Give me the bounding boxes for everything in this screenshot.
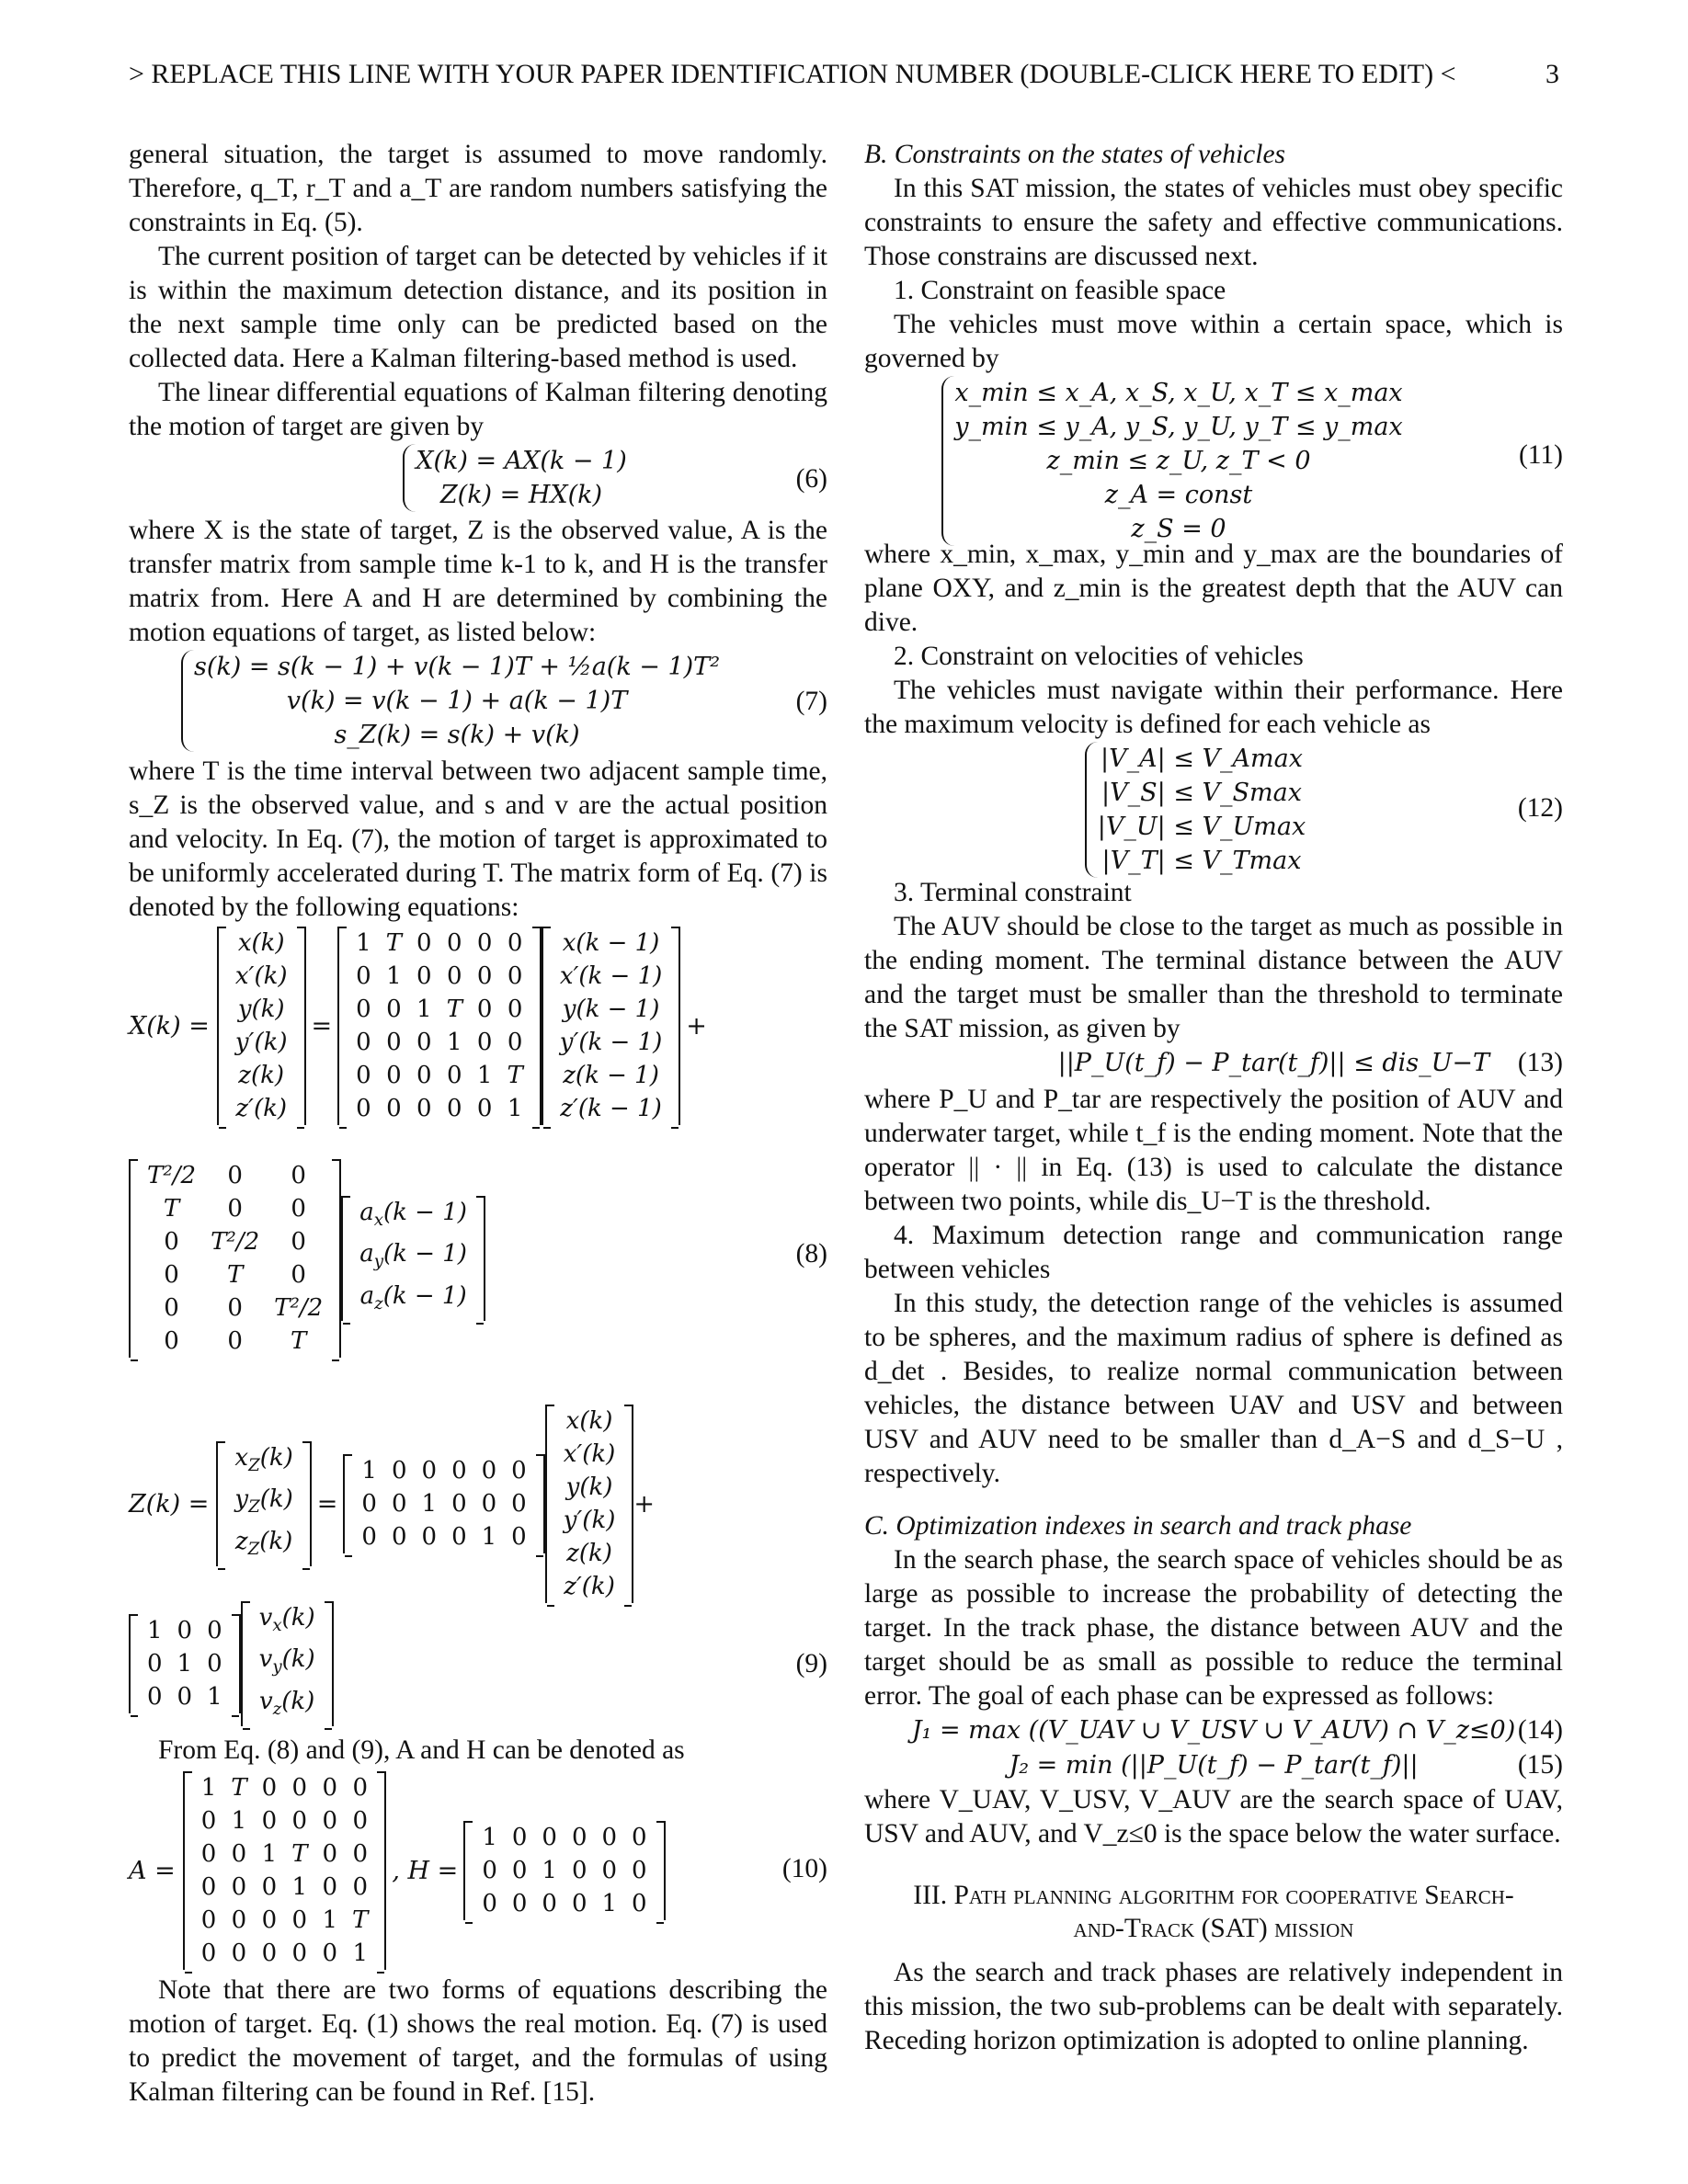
paragraph: general situation, the target is assumed to move randomly. Therefore, q_T, r_T and a_T are random numbers satisfying the constraints in Eq. (5).: [129, 140, 827, 237]
equation-12: [864, 742, 1563, 876]
equation-6: [129, 444, 827, 514]
eq-line: J₂ = min (||P_U(t_f) − P_tar(t_f)||: [1009, 1751, 1419, 1780]
equation-9: Z(k) = $x_Z(k)$ $y_Z(k)$ $z_Z(k)$ = 1 0 0 0 0 0 0 0 1 0 0 0 0 0 0 0 1 0 x(k) x′(k) y(k) y′(k) z(k) z′(k) + 1 0 0 0 1 0 0 0 1 $v_x(k)$ $v_y(k)$ $v_z(k)$ (9): [129, 1403, 827, 1734]
eq-line: z_S = 0: [1131, 515, 1226, 543]
input-matrix: T²/2 0 0 T 0 0 0 T²/2 0 0 T 0 0 0 T²/2 0 0 T: [129, 1159, 341, 1358]
equation-8: X(k) = x(k) x′(k) y(k) y′(k) z(k) z′(k) = 1 T 0 0 0 0 0 1 0 0 0 0 0 0 1 T 0 0 0 0 0 1 0 0 0 0 0 0 1 T 0 0 0 0 0 1 x(k − 1) x′(k − 1) y(k − 1) y′(k − 1) z(k − 1) z′(k − 1) + T²/2 0 0 T 0 0 0 T²/2 0 0 T 0 0 0 T²/2 0 0 T $a_x(k - 1)$ $a_y(k - 1)$ $a_z(k - 1)$ (8): [129, 925, 827, 1403]
paragraph: The current position of target can be detected by vehicles if it is within the maximum detection distance, and its position in the next sample time only can be predicted based on the collected data. Here a Kalman filtering-based method is used.: [129, 242, 827, 373]
paragraph: 4. Maximum detection range and communication range between vehicles: [864, 1221, 1563, 1284]
eq-lhs-A: A =: [129, 1856, 176, 1885]
eq-line: ||P_U(t_f) − P_tar(t_f)|| ≤ dis_U−T: [1057, 1049, 1489, 1077]
paragraph: The vehicles must navigate within their performance. Here the maximum velocity is defined for each vehicle as: [864, 676, 1563, 739]
accel-vector: $a_x(k - 1)$ $a_y(k - 1)$ $a_z(k - 1)$: [341, 1196, 485, 1321]
paragraph: From Eq. (8) and (9), A and H can be denoted as: [158, 1735, 685, 1765]
heading-line: III. Path planning algorithm for cooperative Search-: [913, 1881, 1514, 1910]
eq-lhs-H: , H =: [392, 1856, 459, 1885]
eq-line: |V_U| ≤ V_Umax: [1097, 813, 1306, 841]
equation-number: (11): [1518, 440, 1563, 470]
equation-number: (10): [781, 1854, 827, 1883]
section-heading: B. Constraints on the states of vehicles: [864, 140, 1286, 169]
equation-7: [129, 650, 827, 755]
eq-lhs: Z(k) =: [129, 1489, 210, 1519]
eq-line: |V_A| ≤ V_Amax: [1101, 745, 1303, 773]
equation-number: (15): [1517, 1750, 1563, 1780]
identity-matrix: 1 0 0 0 1 0 0 0 1: [129, 1614, 241, 1713]
paragraph: where X is the state of target, Z is the observed value, A is the transfer matrix from sample time k-1 to k, and H is the transfer matrix from. Here A and H are determined by combining the motion equations of target, as listed below:: [129, 516, 827, 647]
section-heading-III: [864, 1879, 1563, 1945]
equation-number: (9): [795, 1649, 827, 1678]
page-header: [129, 57, 1559, 92]
equation-14: [864, 1713, 1563, 1748]
eq-line: |V_S| ≤ V_Smax: [1101, 779, 1302, 807]
equation-10: [129, 1768, 827, 1974]
eq-line: Z(k) = HX(k): [439, 481, 603, 509]
paragraph: Note that there are two forms of equations describing the motion of target. Eq. (1) shows the real motion. Eq. (7) is used to predict the movement of target, and the formulas of using Kalman filtering can be found in Ref. [15].: [129, 1975, 827, 2107]
paragraph: As the search and track phases are relatively independent in this mission, the two sub-problems can be dealt with separately. Receding horizon optimization is adopted to online planning.: [864, 1958, 1563, 2055]
noise-vector: $v_x(k)$ $v_y(k)$ $v_z(k)$: [241, 1601, 334, 1726]
matrix-A: 1 T 0 0 0 0 0 1 0 0 0 0 0 0 1 T 0 0 0 0 0 1 0 0 0 0 0 0 1 T 0 0 0 0 0 1: [183, 1771, 387, 1970]
paragraph: The vehicles must move within a certain space, which is governed by: [864, 310, 1563, 373]
eq-line: y_min ≤ y_A, y_S, y_U, y_T ≤ y_max: [954, 413, 1403, 441]
eq-line: s_Z(k) = s(k) + v(k): [334, 721, 580, 749]
right-column: [864, 138, 1563, 2058]
paragraph: 1. Constraint on feasible space: [894, 276, 1226, 305]
heading-line: and-Track (SAT) mission: [1073, 1914, 1354, 1943]
paragraph: The linear differential equations of Kalman filtering denoting the motion of target are given by: [129, 378, 827, 441]
paragraph: In the search phase, the search space of vehicles should be as large as possible to increase the probability of detecting the target. In the track phase, the distance between AUV and the target should be as small as possible to reduce the terminal error. The goal of each phase can be expressed as follows:: [864, 1545, 1563, 1711]
eq-line: J₁ = max ((V_UAV ∪ V_USV ∪ V_AUV) ∩ V_z≤0): [911, 1716, 1516, 1745]
paragraph: 2. Constraint on velocities of vehicles: [894, 642, 1304, 671]
paragraph: In this study, the detection range of the vehicles is assumed to be spheres, and the maximum radius of sphere is defined as d_det . Besides, to realize normal communication between vehicles, the distance between UAV and USV and between USV and AUV need to be smaller than d_A−S and d_S−U , respectively.: [864, 1289, 1563, 1488]
eq-line: s(k) = s(k − 1) + v(k − 1)T + ½a(k − 1)T²: [193, 653, 721, 681]
paragraph: In this SAT mission, the states of vehicles must obey specific constraints to ensure the safety and effective communications. Those constrains are discussed next.: [864, 174, 1563, 271]
state-vector: x(k) x′(k) y(k) y′(k) z(k) z′(k): [545, 1405, 634, 1603]
observation-vector: $x_Z(k)$ $y_Z(k)$ $z_Z(k)$: [216, 1441, 311, 1566]
equation-number: (7): [795, 687, 827, 716]
eq-line: z_min ≤ z_U, z_T < 0: [1046, 447, 1311, 475]
equation-number: (6): [795, 464, 827, 494]
page-number: 3: [1545, 59, 1559, 89]
paragraph: where P_U and P_tar are respectively the position of AUV and underwater target, while t_f is the ending moment. Note that the operator || · || in Eq. (13) is used to calculate the distance between two points, while dis_U−T is the threshold.: [864, 1085, 1563, 1216]
eq-line: z_A = const: [1104, 481, 1253, 509]
paragraph: where V_UAV, V_USV, V_AUV are the search space of UAV, USV and AUV, and V_z≤0 is the space below the water surface.: [864, 1785, 1563, 1848]
eq-lhs: X(k) =: [129, 1011, 210, 1041]
paragraph: 3. Terminal constraint: [894, 878, 1132, 907]
paragraph: where T is the time interval between two adjacent sample time, s_Z is the observed value, and s and v are the actual position and velocity. In Eq. (7), the motion of target is approximated to be uniformly accelerated during T. The matrix form of Eq. (7) is denoted by the following equations:: [129, 756, 827, 922]
eq-line: X(k) = AX(k − 1): [416, 447, 627, 475]
matrix-H: 1 0 0 0 0 0 0 0 1 0 0 0 0 0 0 0 1 0: [463, 1821, 665, 1920]
header-title: > REPLACE THIS LINE WITH YOUR PAPER IDENTIFICATION NUMBER (DOUBLE-CLICK HERE TO EDIT) <: [129, 59, 1456, 89]
equation-number: (14): [1517, 1715, 1563, 1745]
observation-matrix: 1 0 0 0 0 0 0 0 1 0 0 0 0 0 0 0 1 0: [343, 1454, 544, 1553]
eq-line: v(k) = v(k − 1) + a(k − 1)T: [286, 687, 628, 715]
paragraph: where x_min, x_max, y_min and y_max are the boundaries of plane OXY, and z_min is the greatest depth that the AUV can dive.: [864, 540, 1563, 637]
paragraph: The AUV should be close to the target as much as possible in the ending moment. The terminal distance between the AUV and the target must be smaller than the threshold to terminate the SAT mission, as given by: [864, 912, 1563, 1043]
equation-11: [864, 376, 1563, 543]
state-vector: x(k) x′(k) y(k) y′(k) z(k) z′(k): [217, 927, 306, 1125]
equation-number: (8): [795, 1239, 827, 1268]
eq-line: x_min ≤ x_A, x_S, x_U, x_T ≤ x_max: [954, 379, 1403, 407]
equation-number: (13): [1517, 1048, 1563, 1077]
prev-state-vector: x(k − 1) x′(k − 1) y(k − 1) y′(k − 1) z(k − 1) z′(k − 1): [542, 927, 681, 1125]
left-column: [129, 138, 827, 2110]
equation-15: [864, 1748, 1563, 1783]
section-heading: C. Optimization indexes in search and track phase: [864, 1511, 1412, 1541]
equation-13: [864, 1046, 1563, 1083]
eq-line: |V_T| ≤ V_Tmax: [1101, 847, 1302, 875]
transition-matrix: 1 T 0 0 0 0 0 1 0 0 0 0 0 0 1 T 0 0 0 0 0 1 0 0 0 0 0 0 1 T 0 0 0 0 0 1: [337, 927, 542, 1125]
equation-number: (12): [1517, 793, 1563, 823]
